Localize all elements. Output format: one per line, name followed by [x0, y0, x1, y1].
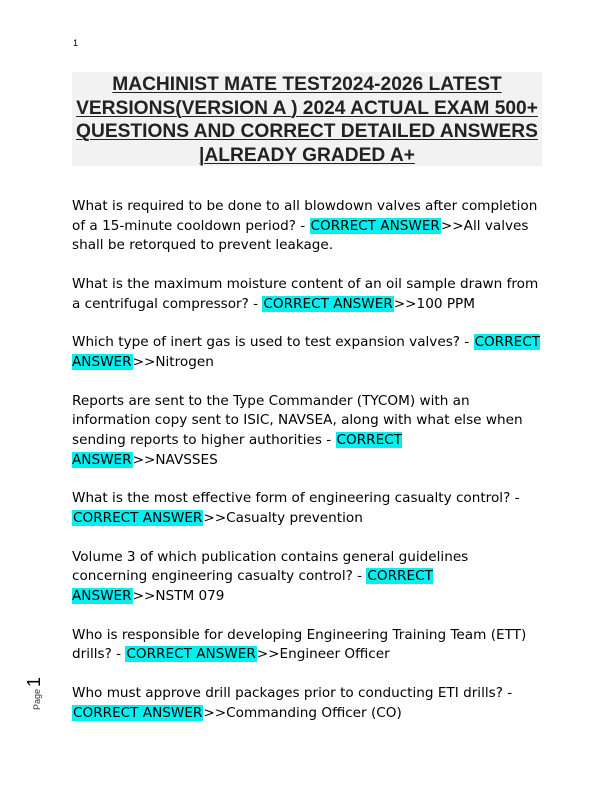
- question-answer-list: [72, 197, 544, 742]
- question-text: Which type of inert gas is used to test expansion valves? -: [72, 334, 474, 351]
- footer-page-indicator: [24, 676, 64, 720]
- question-text: What is the maximum moisture content of an oil sample drawn from a centrifugal compressor? -: [72, 275, 539, 312]
- correct-answer-label: CORRECT ANSWER: [72, 431, 402, 468]
- correct-answer-label: CORRECT ANSWER: [73, 704, 203, 721]
- page-number: 1: [24, 676, 44, 687]
- answer-text: >>Nitrogen: [132, 353, 214, 370]
- qa-item: [72, 275, 544, 314]
- answer-text: >>NSTM 079: [132, 587, 225, 604]
- correct-answer-label: CORRECT ANSWER: [126, 646, 256, 663]
- question-text: What is required to be done to all blowdown valves after completion of a 15-minute cooldown period? -: [72, 198, 538, 234]
- answer-text: >>Commanding Officer (CO): [203, 704, 402, 721]
- question-text: Who must approve drill packages prior to conducting ETI drills? -: [72, 685, 513, 701]
- header-page-number: 1: [73, 38, 79, 48]
- question-text: Reports are sent to the Type Commander (TYCOM) with an information copy sent to ISIC, NAVSEA, along with what else when sending reports to higher authorities -: [72, 392, 523, 448]
- title-banner: [72, 72, 542, 166]
- answer-text: >>NAVSSES: [132, 451, 218, 468]
- qa-item: [72, 548, 544, 607]
- qa-item: [72, 392, 544, 470]
- page-label: Page: [32, 688, 42, 710]
- qa-item: [72, 197, 544, 256]
- document-title: MACHINIST MATE TEST2024-2026 LATEST VERSIONS(VERSION A ) 2024 ACTUAL EXAM 500+ QUESTIONS AND CORRECT DETAILED ANSWERS |ALREADY GRADED A+: [76, 74, 538, 166]
- correct-answer-label: CORRECT ANSWER: [310, 217, 440, 234]
- correct-answer-label: CORRECT ANSWER: [73, 509, 203, 526]
- question-text: Who is responsible for developing Engineering Training Team (ETT) drills? -: [72, 626, 527, 663]
- qa-item: [72, 684, 544, 723]
- question-text: What is the most effective form of engineering casualty control? -: [72, 490, 520, 507]
- answer-text: >>Casualty prevention: [203, 509, 363, 526]
- qa-item: [72, 333, 544, 372]
- answer-text: >>100 PPM: [393, 295, 475, 312]
- correct-answer-label: CORRECT ANSWER: [263, 295, 393, 312]
- answer-text: >>Engineer Officer: [256, 646, 390, 663]
- qa-item: [72, 489, 544, 528]
- qa-item: [72, 626, 544, 665]
- correct-answer-label: CORRECT ANSWER: [72, 568, 433, 604]
- correct-answer-label: CORRECT ANSWER: [72, 334, 541, 370]
- question-text: Volume 3 of which publication contains general guidelines concerning engineering casualty control? -: [72, 548, 469, 585]
- answer-text: >>All valves shall be retorqued to prevent leakage.: [72, 217, 529, 254]
